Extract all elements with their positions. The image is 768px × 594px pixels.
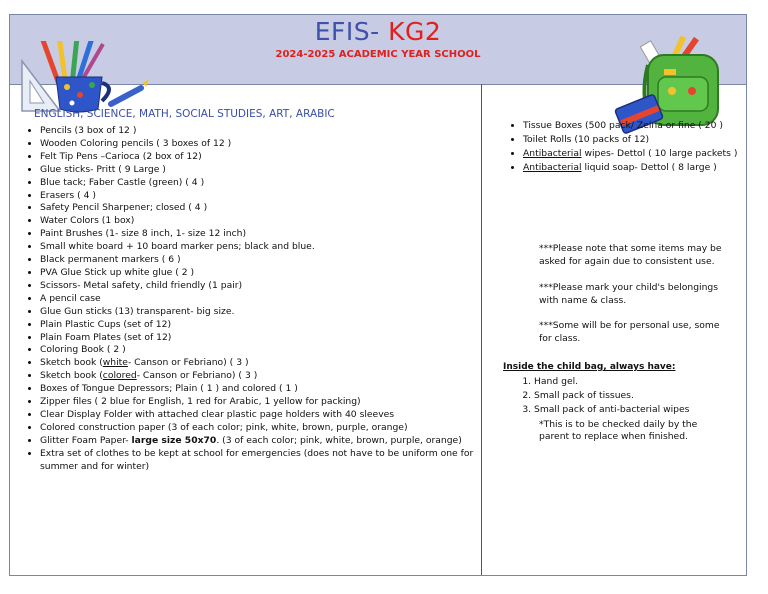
list-item: • A pencil case — [40, 293, 485, 306]
item-underlined-text: white — [102, 357, 128, 369]
list-item: • Clear Display Folder with attached clear plastic page holders with 40 sleeves — [40, 409, 485, 422]
note-text: ***Some will be for personal use, some for class. — [539, 320, 720, 344]
list-item: • Plain Plastic Cups (set of 12) — [40, 319, 485, 332]
item-bold-text: large size 50x70 — [131, 434, 217, 446]
list-item: • Small white board + 10 board marker pens; black and blue. — [40, 241, 485, 254]
list-item — [523, 162, 751, 174]
list-item — [40, 357, 485, 370]
item-text: liquid soap- Dettol ( 8 large ) — [581, 162, 717, 173]
list-item: 3. Small pack of anti-bacterial wipes — [534, 403, 689, 417]
list-item: • Erasers ( 4 ) — [40, 190, 485, 203]
list-item: • Boxes of Tongue Depressors; Plain ( 1 ) and colored ( 1 ) — [40, 383, 485, 396]
item-text: - Canson or Febriano) ( 3 ) — [136, 370, 258, 382]
item-underlined-text: Antibacterial — [523, 148, 582, 159]
item-text: Tissue Boxes (500 pack/ Zeina or fine ( 20 ) — [523, 120, 723, 131]
art-supplies-icon — [20, 41, 150, 113]
list-item: • Coloring Book ( 2 ) — [40, 344, 485, 357]
supply-list — [18, 125, 485, 473]
title-school: EFIS- — [314, 17, 389, 46]
list-item: • Glue Gun sticks (13) transparent- big size. — [40, 306, 485, 319]
list-item: • Paint Brushes (1- size 8 inch, 1- size 12 inch) — [40, 228, 485, 241]
bag-heading: Inside the child bag, always have: — [503, 362, 676, 372]
list-item: • Wooden Coloring pencils ( 3 boxes of 12 ) — [40, 138, 485, 151]
note-text: ***Please note that some items may be asked for again due to consistent use. — [539, 243, 722, 267]
item-underlined-text: colored — [102, 370, 137, 382]
page-subtitle: 2024-2025 ACADEMIC YEAR SCHOOL — [275, 49, 481, 60]
list-item: • Glue sticks- Pritt ( 9 Large ) — [40, 164, 485, 177]
list-item: • Pencils (3 box of 12 ) — [40, 125, 485, 138]
list-item: • Plain Foam Plates (set of 12) — [40, 332, 485, 345]
list-item: • Blue tack; Faber Castle (green) ( 4 ) — [40, 177, 485, 190]
list-item — [523, 120, 751, 132]
item-text: Glitter Foam Paper- — [40, 434, 132, 446]
item-text: Toilet Rolls (10 packs of 12) — [523, 134, 650, 145]
list-item: • PVA Glue Stick up white glue ( 2 ) — [40, 267, 485, 280]
list-item: • Extra set of clothes to be kept at school for emergencies (does not have to be uniform one for summer and for winter) — [40, 448, 485, 474]
list-item: • Zipper files ( 2 blue for English, 1 red for Arabic, 1 yellow for packing) — [40, 396, 485, 409]
list-item: 2. Small pack of tissues. — [534, 389, 689, 403]
list-item — [523, 148, 751, 160]
subjects-heading: ENGLISH, SCIENCE, MATH, SOCIAL STUDIES, ART, ARABIC — [34, 108, 335, 120]
list-item: • Water Colors (1 box) — [40, 215, 485, 228]
list-item: • Felt Tip Pens –Carioca (2 box of 12) — [40, 151, 485, 164]
item-text: wipes- Dettol ( 10 large packets ) — [581, 148, 738, 159]
bag-list — [512, 375, 689, 418]
list-item — [40, 370, 485, 383]
note-text: ***Please mark your child's belongings with name & class. — [539, 282, 719, 306]
title-grade: KG2 — [388, 17, 442, 46]
list-item: • Colored construction paper (3 of each color; pink, white, brown, purple, orange) — [40, 422, 485, 435]
check-note: *This is to be checked daily by the parent to replace when finished. — [539, 419, 698, 442]
item-text: Sketch book ( — [40, 357, 103, 369]
list-item — [523, 134, 751, 146]
hygiene-list — [503, 120, 751, 176]
list-item: • Safety Pencil Sharpener; closed ( 4 ) — [40, 202, 485, 215]
list-item — [40, 435, 485, 448]
list-item: • Scissors- Metal safety, child friendly (1 pair) — [40, 280, 485, 293]
item-text: . (3 of each color; pink, white, brown, purple, orange) — [216, 434, 462, 446]
list-item: • Black permanent markers ( 6 ) — [40, 254, 485, 267]
header-band — [10, 15, 746, 85]
item-text: Sketch book ( — [40, 370, 103, 382]
item-text: - Canson or Febriano) ( 3 ) — [127, 357, 249, 369]
list-item: 1. Hand gel. — [534, 375, 689, 389]
item-underlined-text: Antibacterial — [523, 162, 582, 173]
